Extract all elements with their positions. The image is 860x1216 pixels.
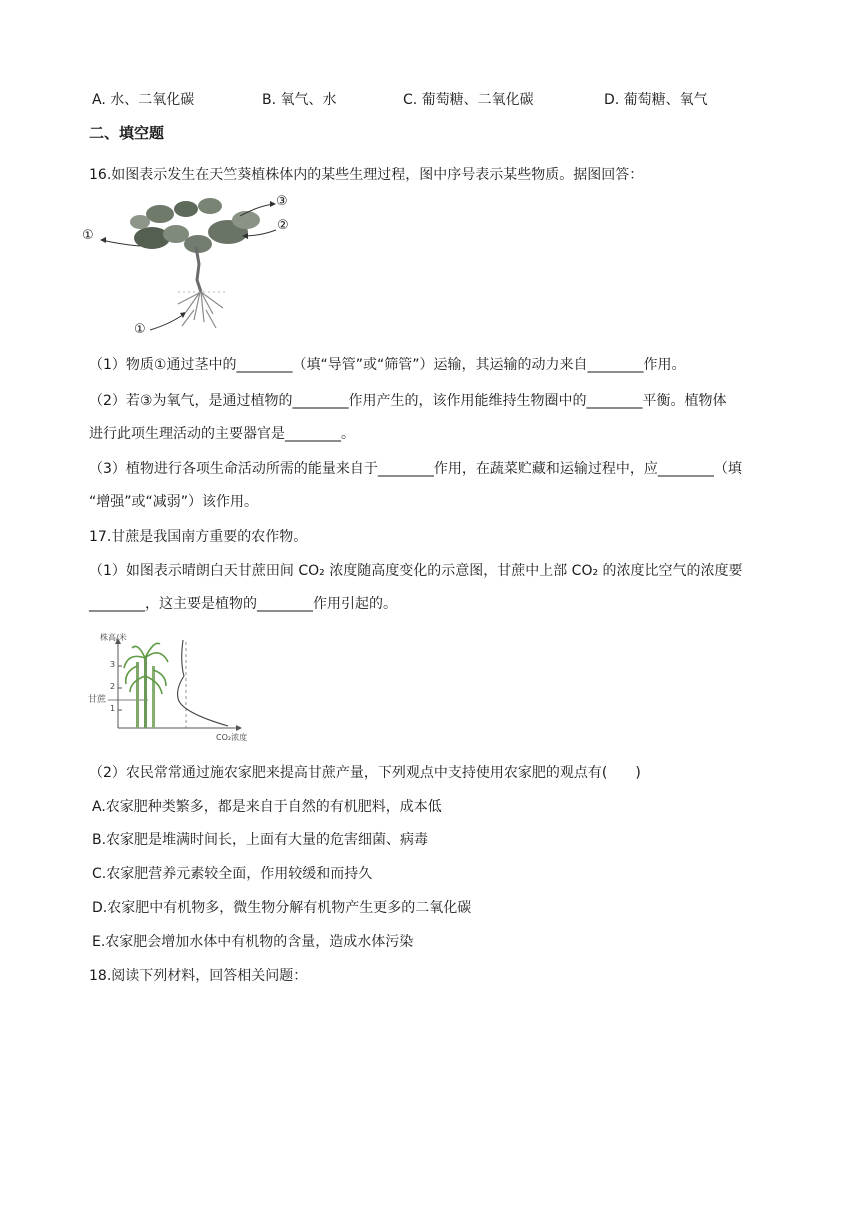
q16-stem: 16.如图表示发生在天竺葵植株体内的某些生理过程，图中序号表示某些物质。据图回答： <box>89 167 644 183</box>
geranium-illustration <box>78 192 308 342</box>
label-2: ② <box>277 218 289 233</box>
sugarcane-co2-figure <box>88 632 268 747</box>
q16-part2-line1: （2）若③为氧气，是通过植物的________作用产生的，该作用能维持生物圈中的________平衡。植物体 <box>89 393 727 409</box>
roots-shape <box>178 292 223 328</box>
arrow-head <box>100 237 106 243</box>
label-1-left: ① <box>82 228 94 243</box>
leaf-shape <box>146 205 174 223</box>
plant-label: 甘蔗 <box>88 695 107 705</box>
leaf-shape <box>232 211 260 229</box>
q17-part1-line2: ________，这主要是植物的________作用引起的。 <box>89 596 397 612</box>
option-a: A. 水、二氧化碳 <box>92 92 195 108</box>
q17-choice-b: B.农家肥是堆满时间长，上面有大量的危害细菌、病毒 <box>92 832 429 848</box>
tick-label-3: 3 <box>110 660 116 669</box>
tick-label-1: 1 <box>110 704 116 713</box>
cane-stalk <box>152 666 155 728</box>
leaf-shape <box>163 225 189 243</box>
leaf-shape <box>198 198 222 214</box>
q17-choice-c: C.农家肥营养元素较全面，作用较缓和而持久 <box>92 866 373 882</box>
arrow-shape <box>244 230 276 236</box>
q18-stem: 18.阅读下列材料，回答相关问题： <box>89 968 308 984</box>
arrow-head <box>180 312 186 318</box>
arrow-shape <box>102 240 140 246</box>
co2-curve <box>178 640 228 726</box>
leaf-shape <box>130 215 150 229</box>
label-1-bottom: ① <box>134 322 146 337</box>
x-axis-arrow <box>236 725 242 731</box>
cane-stalk <box>144 656 147 728</box>
q17-part2: （2）农民常常通过施农家肥来提高甘蔗产量，下列观点中支持使用农家肥的观点有( ) <box>89 765 641 781</box>
q17-choice-a: A.农家肥种类繁多，都是来自于自然的有机肥料，成本低 <box>92 799 442 815</box>
q16-part1: （1）物质①通过茎中的________（填“导管”或“筛管”）运输，其运输的动力来自________作用。 <box>89 357 686 373</box>
cane-stalk <box>136 662 139 728</box>
q17-stem: 17.甘蔗是我国南方重要的农作物。 <box>89 529 308 545</box>
leaf-shape <box>174 201 198 217</box>
q16-part3-line2: “增强”或“减弱”）该作用。 <box>89 494 259 510</box>
label-3: ③ <box>276 194 288 209</box>
option-b: B. 氧气、水 <box>262 92 337 108</box>
q17-choice-d: D.农家肥中有机物多，微生物分解有机物产生更多的二氧化碳 <box>92 900 472 916</box>
section-title: 二、填空题 <box>89 124 165 142</box>
arrow-shape <box>150 314 184 330</box>
x-axis-label: CO₂浓度 <box>216 733 248 742</box>
tick-label-2: 2 <box>110 682 116 691</box>
stem-shape <box>196 247 201 292</box>
option-c: C. 葡萄糖、二氧化碳 <box>403 92 534 108</box>
q16-part2-line2: 进行此项生理活动的主要器官是________。 <box>89 426 355 442</box>
y-axis-label: 株高/米 <box>100 633 127 642</box>
option-d: D. 葡萄糖、氧气 <box>604 92 708 108</box>
q17-choice-e: E.农家肥会增加水体中有机物的含量，造成水体污染 <box>92 934 414 950</box>
q17-part1-line1: （1）如图表示晴朗白天甘蔗田间 CO₂ 浓度随高度变化的示意图，甘蔗中上部 CO₂ 的浓度比空气的浓度要 <box>89 563 743 579</box>
geranium-figure <box>78 192 308 342</box>
q16-part3-line1: （3）植物进行各项生命活动所需的能量来自于________作用，在蔬菜贮藏和运输过程中，应________（填 <box>89 461 742 477</box>
